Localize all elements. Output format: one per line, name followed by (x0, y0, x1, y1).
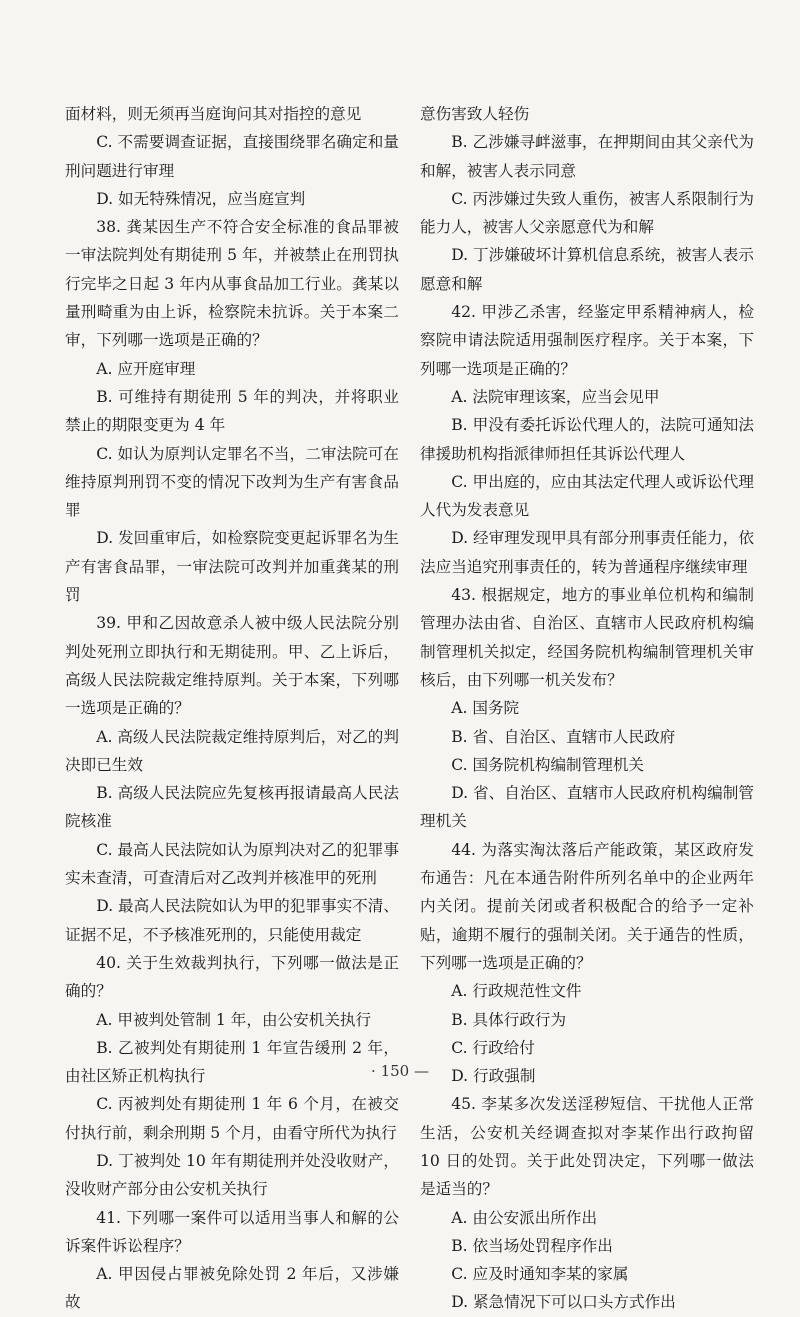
answer-option: C. 不需要调查证据，直接围绕罪名确定和量刑问题进行审理 (65, 133, 399, 180)
answer-option: A. 由公安派出所作出 (451, 1208, 598, 1227)
continued-text: 面材料，则无须再当庭询问其对指控的意见 (65, 105, 362, 123)
right-column (420, 100, 754, 1317)
question-stem: 41. 下列哪一案件可以适用当事人和解的公诉案件诉讼程序？ (65, 1208, 399, 1255)
answer-option: D. 省、自治区、直辖市人民政府机构编制管理机关 (420, 784, 754, 831)
answer-option: D. 发回重审后，如检察院变更起诉罪名为生产有害食品罪，一审法院可改判并加重龚某的刑罚 (65, 529, 399, 605)
answer-option: A. 应开庭审理 (96, 359, 196, 378)
answer-option: C. 最高人民法院如认为原判决对乙的犯罪事实未查清，可查清后对乙改判并核准甲的死刑 (65, 840, 399, 888)
answer-option: D. 经审理发现甲具有部分刑事责任能力，依法应当追究刑事责任的，转为普通程序继续审理 (420, 529, 754, 576)
answer-option: D. 丁被判处 10 年有期徒刑并处没收财产，没收财产部分由公安机关执行 (65, 1151, 399, 1199)
answer-option: B. 依当场处罚程序作出 (451, 1236, 613, 1255)
answer-option: A. 甲因侵占罪被免除处罚 2 年后，又涉嫌故 (65, 1265, 399, 1312)
page-number: · 150 — (371, 1062, 429, 1080)
answer-option: A. 高级人民法院裁定维持原判后，对乙的判决即已生效 (65, 727, 399, 774)
answer-option: B. 甲没有委托诉讼代理人的，法院可通知法律援助机构指派律师担任其诉讼代理人 (420, 416, 754, 463)
answer-option: A. 国务院 (451, 699, 520, 718)
answer-option: D. 紧急情况下可以口头方式作出 (451, 1293, 676, 1312)
question-stem: 44. 为落实淘汰落后产能政策，某区政府发布通告：凡在本通告附件所列名单中的企业两年内关闭。提前关闭或者积极配合的给予一定补贴，逾期不履行的强制关闭。关于通告的性质，下列哪一选项是正确的？ (420, 840, 754, 972)
answer-option: C. 丙被判处有期徒刑 1 年 6 个月，在被交付执行前，剩余刑期 5 个月，由看守所代为执行 (65, 1095, 399, 1142)
answer-option: D. 如无特殊情况，应当庭宣判 (96, 189, 306, 208)
answer-option: A. 法院审理该案，应当会见甲 (451, 387, 660, 406)
continued-text: 意伤害致人轻伤 (420, 105, 530, 123)
answer-option: D. 行政强制 (451, 1067, 536, 1086)
answer-option: D. 最高人民法院如认为甲的犯罪事实不清、证据不足，不予核准死刑的，只能使用裁定 (65, 897, 399, 944)
answer-option: A. 甲被判处管制 1 年，由公安机关执行 (96, 1010, 372, 1029)
answer-option: C. 丙涉嫌过失致人重伤，被害人系限制行为能力人，被害人父亲愿意代为和解 (420, 189, 754, 237)
question-stem: 40. 关于生效裁判执行，下列哪一做法是正确的？ (65, 953, 399, 1001)
answer-option: B. 具体行政行为 (451, 1010, 567, 1029)
question-stem: 42. 甲涉乙杀害，经鉴定甲系精神病人，检察院申请法院适用强制医疗程序。关于本案，下列哪一选项是正确的？ (420, 303, 754, 378)
answer-option: B. 乙被判处有期徒刑 1 年宣告缓刑 2 年，由社区矫正机构执行 (65, 1038, 399, 1086)
answer-option: C. 国务院机构编制管理机关 (451, 755, 645, 774)
answer-option: C. 行政给付 (451, 1038, 535, 1057)
answer-option: B. 乙涉嫌寻衅滋事，在押期间由其父亲代为和解，被害人表示同意 (420, 133, 754, 180)
answer-option: A. 行政规范性文件 (451, 982, 582, 1001)
answer-option: B. 高级人民法院应先复核再报请最高人民法院核准 (65, 784, 399, 831)
question-stem: 39. 甲和乙因故意杀人被中级人民法院分别判处死刑立即执行和无期徒刑。甲、乙上诉后，高级人民法院裁定维持原判。关于本案，下列哪一选项是正确的？ (65, 614, 399, 718)
answer-option: D. 丁涉嫌破坏计算机信息系统，被害人表示愿意和解 (420, 246, 754, 293)
question-stem: 38. 龚某因生产不符合安全标准的食品罪被一审法院判处有期徒刑 5 年，并被禁止在刑罚执行完毕之日起 3 年内从事食品加工行业。龚某以量刑畸重为由上诉，检察院未抗诉。关于本案二审，下列哪一选项是正确的？ (65, 218, 399, 350)
answer-option: C. 应及时通知李某的家属 (451, 1265, 629, 1284)
answer-option: C. 甲出庭的，应由其法定代理人或诉讼代理人代为发表意见 (420, 472, 754, 520)
question-stem: 43. 根据规定，地方的事业单位机构和编制管理办法由省、自治区、直辖市人民政府机构编制管理机关拟定，经国务院机构编制管理机关审核后，由下列哪一机关发布？ (420, 586, 754, 689)
left-column (65, 100, 399, 1317)
answer-option: C. 如认为原判认定罪名不当，二审法院可在维持原判刑罚不变的情况下改判为生产有害食品罪 (65, 444, 399, 520)
question-stem: 45. 李某多次发送淫秽短信、干扰他人正常生活，公安机关经调查拟对李某作出行政拘留 10 日的处罚。关于此处罚决定，下列哪一做法是适当的？ (420, 1095, 754, 1199)
answer-option: B. 可维持有期徒刑 5 年的判决，并将职业禁止的期限变更为 4 年 (65, 387, 399, 435)
answer-option: B. 省、自治区、直辖市人民政府 (451, 727, 676, 746)
